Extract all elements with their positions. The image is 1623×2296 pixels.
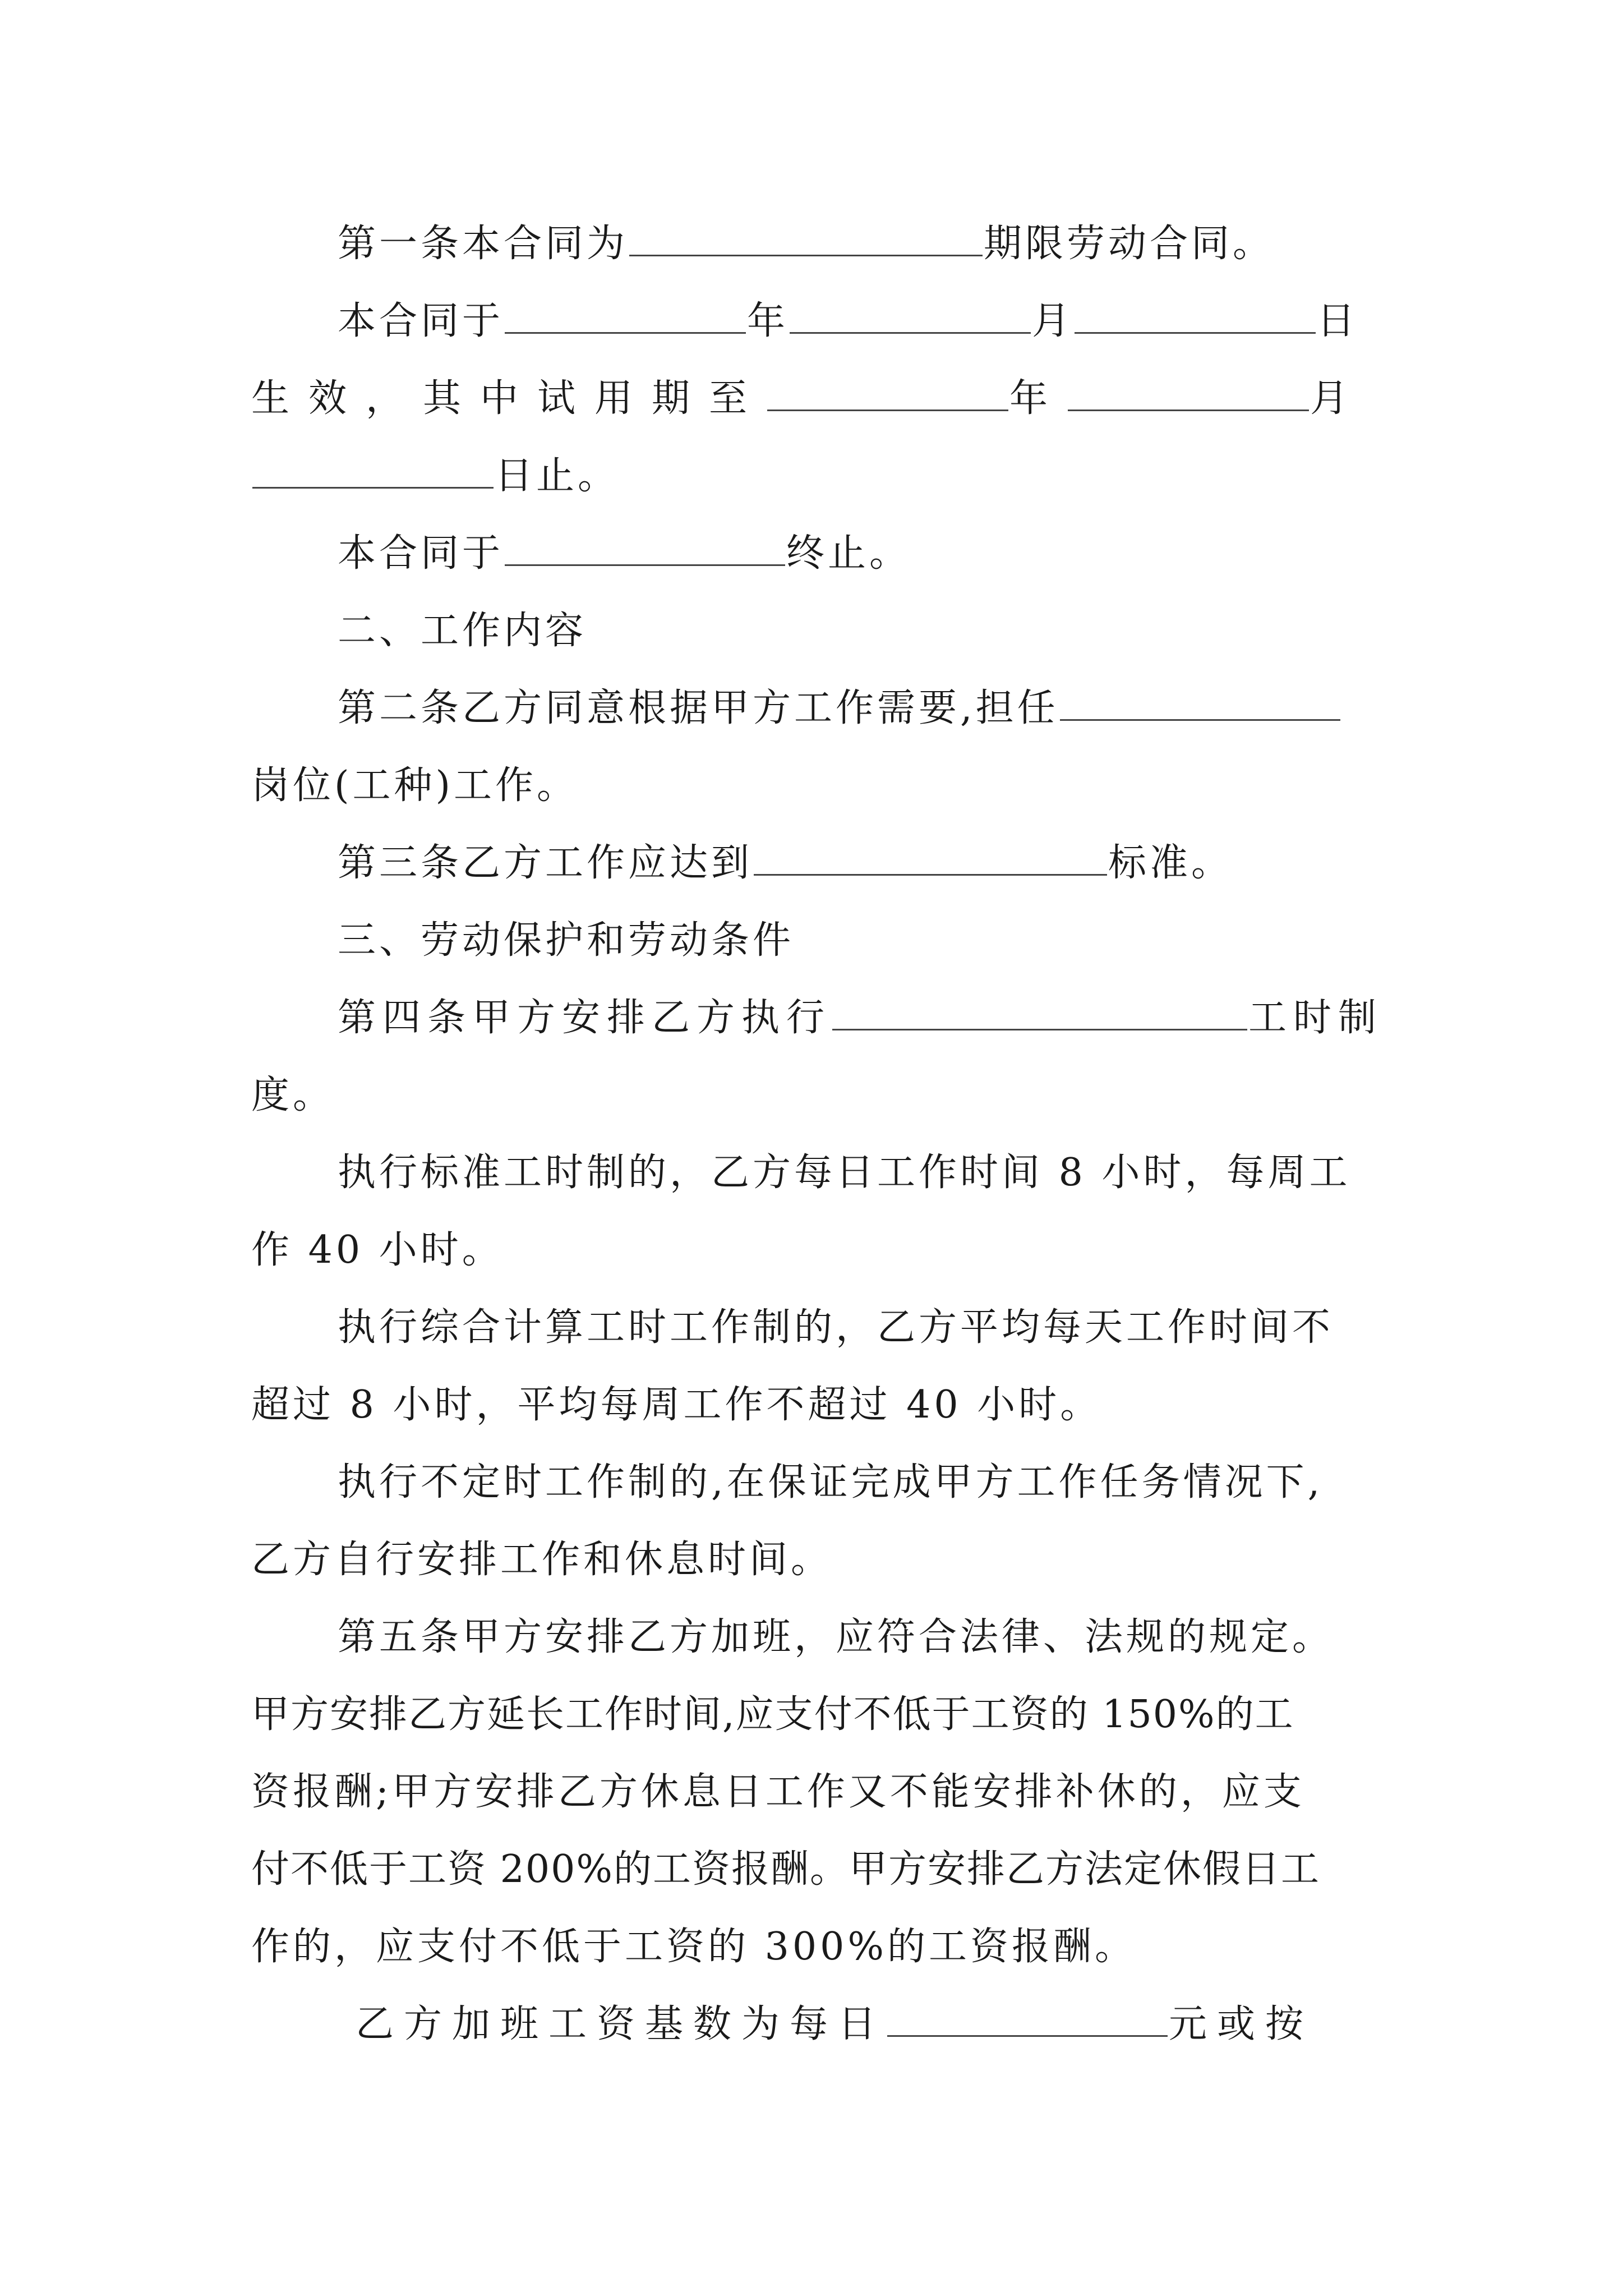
text-segment: 第一条本合同为 <box>338 222 629 266</box>
paragraph-line <box>251 1065 334 1126</box>
text-segment: 年 <box>1009 376 1067 421</box>
paragraph-line <box>338 1607 1334 1668</box>
section-heading <box>338 600 587 662</box>
text-segment: 资报酬;甲方安排乙方休息日工作又不能安排补休的，应支 <box>251 1770 1305 1814</box>
text-segment: 度。 <box>251 1073 335 1117</box>
paragraph-line <box>251 1684 1294 1746</box>
article-3-line <box>338 832 1233 894</box>
probation-end-line <box>251 445 619 507</box>
text-segment: 日止。 <box>495 454 620 498</box>
fill-blank[interactable] <box>767 375 1008 411</box>
probation-line <box>251 368 1367 430</box>
paragraph-line <box>338 1452 1323 1513</box>
text-segment: 期限劳动合同。 <box>984 222 1275 266</box>
text-segment: 二、工作内容 <box>338 609 587 653</box>
fill-blank[interactable] <box>1068 375 1309 411</box>
fill-blank[interactable] <box>832 994 1247 1030</box>
paragraph-line <box>251 1839 1320 1901</box>
text-segment: 日 <box>1317 299 1359 343</box>
overtime-wage-line <box>356 1994 1313 2055</box>
text-segment: 终止。 <box>786 531 911 576</box>
paragraph-line <box>251 1761 1305 1823</box>
text-segment: 第三条乙方工作应达到 <box>338 841 753 885</box>
text-segment: 岗位(工种)工作。 <box>251 763 579 808</box>
paragraph-line <box>251 1916 1136 1978</box>
text-segment: 作 40 小时。 <box>251 1228 504 1272</box>
effective-date-line <box>338 291 1358 352</box>
fill-blank[interactable] <box>505 530 785 566</box>
article-1-line <box>338 213 1274 275</box>
text-segment: 超过 8 小时，平均每周工作不超过 40 小时。 <box>251 1383 1102 1427</box>
text-segment: 月 <box>1310 376 1368 421</box>
text-segment: 执行不定时工作制的,在保证完成甲方工作任务情况下, <box>338 1460 1324 1504</box>
text-segment: 本合同于 <box>338 299 504 343</box>
fill-blank[interactable] <box>1075 297 1316 334</box>
fill-blank[interactable] <box>790 297 1031 334</box>
paragraph-line <box>251 1220 504 1281</box>
text-segment: 本合同于 <box>338 531 504 576</box>
text-segment: 第五条甲方安排乙方加班，应符合法律、法规的规定。 <box>338 1615 1334 1659</box>
text-segment: 作的，应支付不低于工资的 300%的工资报酬。 <box>251 1925 1137 1969</box>
paragraph-line <box>338 1297 1334 1359</box>
text-segment: 甲方安排乙方延长工作时间,应支付不低于工资的 150%的工 <box>251 1692 1294 1737</box>
paragraph-line <box>251 1529 832 1591</box>
paragraph-line <box>251 755 578 817</box>
fill-blank[interactable] <box>1060 684 1340 721</box>
text-segment: 第二条乙方同意根据甲方工作需要,担任 <box>338 686 1059 730</box>
text-segment: 三、劳动保护和劳动条件 <box>338 918 795 963</box>
paragraph-line <box>251 1374 1101 1436</box>
fill-blank[interactable] <box>252 452 494 489</box>
text-segment: 年 <box>747 299 789 343</box>
text-segment: 付不低于工资 200%的工资报酬。甲方安排乙方法定休假日工 <box>251 1847 1321 1892</box>
section-heading <box>338 910 794 972</box>
text-segment: 标准。 <box>1108 841 1233 885</box>
article-2-line <box>338 678 1341 739</box>
article-4-line <box>338 987 1383 1049</box>
text-segment: 元或按 <box>1169 2002 1314 2046</box>
paragraph-line <box>338 1142 1351 1204</box>
text-segment: 第四条甲方安排乙方执行 <box>338 996 832 1040</box>
text-segment: 执行综合计算工时工作制的，乙方平均每天工作时间不 <box>338 1305 1334 1350</box>
fill-blank[interactable] <box>887 2000 1168 2037</box>
fill-blank[interactable] <box>629 220 983 256</box>
termination-line <box>338 523 911 585</box>
text-segment: 执行标准工时制的，乙方每日工作时间 8 小时，每周工 <box>338 1151 1351 1195</box>
text-segment: 月 <box>1032 299 1074 343</box>
text-segment: 生效，其中试用期至 <box>251 376 767 421</box>
text-segment: 工时制 <box>1248 996 1384 1040</box>
fill-blank[interactable] <box>754 839 1107 876</box>
text-segment: 乙方自行安排工作和休息时间。 <box>251 1538 833 1582</box>
fill-blank[interactable] <box>505 297 746 334</box>
text-segment: 乙方加班工资基数为每日 <box>356 2002 887 2046</box>
